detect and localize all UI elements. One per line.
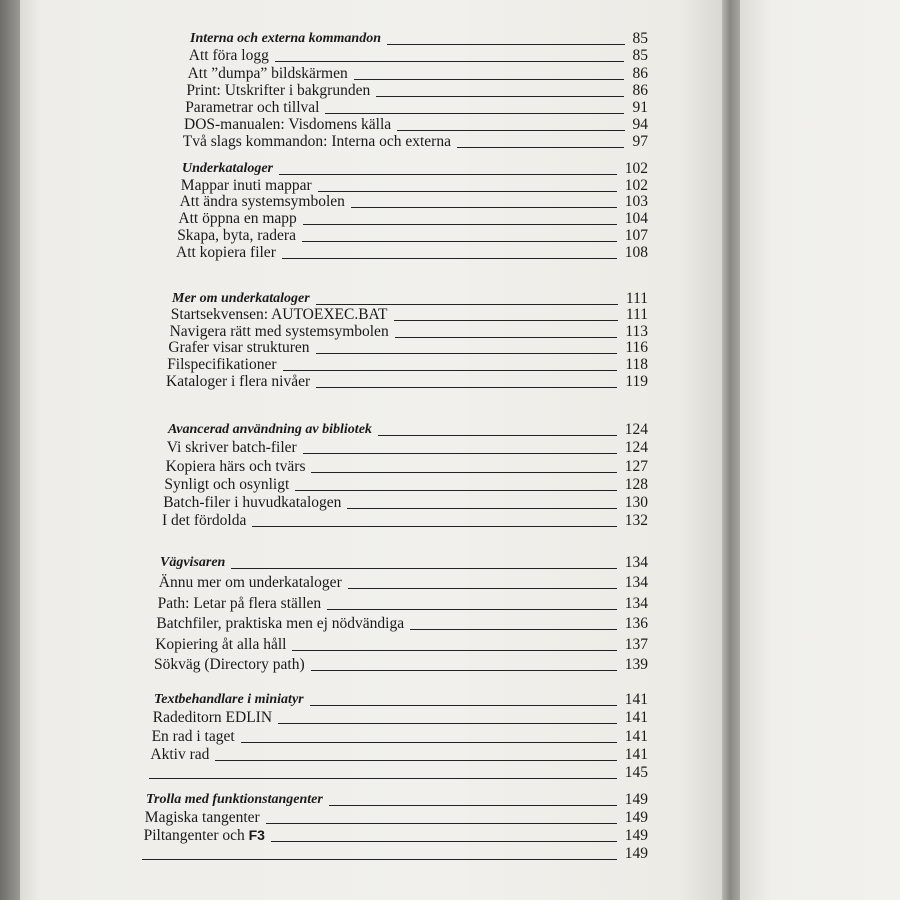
toc-entry-row — [20, 99, 722, 116]
toc-title-text: Skapa, byta, radera — [177, 226, 296, 244]
toc-leader-rule — [241, 742, 617, 743]
toc-entry-title — [171, 306, 388, 323]
toc-page-number: 134 — [624, 574, 648, 591]
toc-entry-row — [20, 456, 722, 474]
toc-leader-rule — [252, 526, 616, 527]
toc-section — [20, 790, 722, 862]
toc-page-number: 108 — [624, 243, 648, 261]
toc-title-text: Path: Letar på flera ställen — [157, 594, 322, 612]
toc-leader-rule — [457, 147, 625, 148]
toc-page-number: 91 — [632, 98, 648, 116]
toc-leader-rule — [395, 337, 618, 338]
toc-page-number: 102 — [624, 159, 648, 177]
toc-entry-row — [20, 826, 722, 844]
toc-entry-title — [180, 193, 345, 210]
background-edge — [0, 0, 20, 900]
toc-entry-row — [20, 438, 722, 456]
toc-title-text: Vi skriver batch-filer — [166, 439, 297, 457]
toc-title-text: Att ”dumpa” bildskärmen — [187, 64, 348, 82]
toc-title-text: I det fördolda — [162, 512, 247, 530]
toc-page-number: 141 — [624, 727, 648, 745]
toc-title-text: Mappar inuti mappar — [180, 176, 312, 194]
toc-entry-row — [20, 373, 722, 390]
toc-title-text: Kopiera härs och tvärs — [165, 457, 306, 475]
toc-leader-rule — [310, 705, 617, 706]
toc-page-number: 134 — [624, 594, 648, 612]
toc-leader-rule — [378, 435, 617, 436]
toc-title-text: En rad i taget — [151, 727, 235, 745]
toc-entry-title — [167, 439, 297, 456]
toc-title-text: Navigera rätt med systemsymbolen — [169, 322, 389, 340]
toc-heading-title — [168, 421, 372, 438]
toc-leader-rule — [303, 453, 617, 454]
toc-heading-row — [20, 550, 722, 571]
toc-entry-row — [20, 844, 722, 862]
toc-leader-rule — [410, 629, 617, 630]
toc-entry-title — [168, 339, 309, 356]
toc-leader-rule — [278, 723, 617, 724]
toc-title-text: Trolla med funktionstangenter — [146, 792, 323, 807]
toc-page-number: 149 — [624, 791, 648, 808]
toc-heading-title — [160, 554, 225, 571]
toc-entry-row — [20, 356, 722, 373]
toc-heading-title — [172, 290, 310, 307]
toc-page-number: 107 — [624, 226, 648, 244]
toc-leader-rule — [282, 258, 617, 259]
toc-page-number: 136 — [624, 615, 648, 632]
toc-heading-title — [190, 30, 381, 47]
toc-title-text: Radeditorn EDLIN — [152, 709, 273, 727]
toc-title-text: Ännu mer om underkataloger — [158, 574, 342, 591]
toc-title-text: Sökväg (Directory path) — [154, 656, 305, 673]
toc-entry-title — [156, 615, 404, 632]
toc-entry-title — [188, 65, 348, 82]
toc-title-text: Att kopiera filer — [176, 243, 276, 261]
left-page — [20, 0, 722, 900]
toc-leader-rule — [275, 61, 625, 62]
toc-entry-row — [20, 708, 722, 726]
toc-page-number: 118 — [625, 355, 648, 373]
toc-title-text: Batch-filer i huvudkatalogen — [163, 493, 342, 511]
toc-section — [20, 550, 722, 673]
toc-leader-rule — [302, 241, 617, 242]
toc-title-text: Två slags kommandon: Interna och externa — [182, 133, 451, 151]
toc-leader-rule — [215, 760, 616, 761]
toc-page-number: 104 — [624, 210, 648, 228]
toc-entry-row — [20, 745, 722, 763]
toc-section — [20, 30, 722, 150]
toc-entry-row — [20, 511, 722, 529]
toc-entry-row — [20, 340, 722, 357]
toc-heading-title — [146, 791, 323, 808]
toc-heading-row — [20, 690, 722, 708]
toc-title-text: Avancerad användning av bibliotek — [168, 422, 372, 438]
toc-entry-row — [20, 194, 722, 211]
toc-entry-row — [20, 82, 722, 99]
toc-section — [20, 420, 722, 529]
toc-entry-row — [20, 244, 722, 261]
toc-entry-row — [20, 133, 722, 150]
toc-leader-rule — [329, 805, 617, 806]
toc-page-number: 139 — [624, 656, 648, 673]
toc-entry-title — [144, 827, 265, 844]
toc-page-number: 127 — [624, 457, 648, 475]
toc-entry-title — [176, 244, 276, 261]
toc-entry-row — [20, 591, 722, 612]
toc-page-number: 145 — [624, 763, 648, 781]
toc-leader-rule — [311, 472, 616, 473]
toc-page-number: 124 — [624, 439, 648, 457]
toc-leader-rule — [347, 508, 616, 509]
toc-title-text: Kataloger i flera nivåer — [166, 372, 311, 390]
toc-leader-rule — [266, 823, 617, 824]
toc-page-number: 137 — [624, 635, 648, 653]
toc-page-number: 141 — [624, 709, 648, 727]
toc-leader-rule — [325, 113, 624, 114]
toc-entry-title — [178, 210, 296, 227]
toc-leader-rule — [318, 191, 617, 192]
toc-page-number: 85 — [632, 30, 648, 48]
toc-leader-rule — [394, 320, 618, 321]
toc-entry-title — [177, 227, 296, 244]
toc-heading-row — [20, 290, 722, 307]
toc-title-text: Vägvisaren — [160, 554, 226, 570]
toc-page-number: 113 — [625, 322, 648, 340]
toc-title-text: Filspecifikationer — [167, 355, 277, 373]
toc-entry-row — [20, 64, 722, 81]
toc-entry-title — [167, 356, 276, 373]
toc-entry-title — [153, 709, 272, 726]
toc-entry-row — [20, 726, 722, 744]
toc-entry-title — [152, 728, 235, 745]
toc-leader-rule — [271, 841, 617, 842]
toc-entry-title — [166, 458, 306, 475]
toc-title-text: Grafer visar strukturen — [168, 339, 310, 357]
toc-leader-rule — [279, 174, 617, 175]
toc-entry-title — [159, 574, 342, 591]
toc-entry-row — [20, 227, 722, 244]
toc-title-text: Parametrar och tillval — [185, 98, 320, 116]
toc-title-text: Synligt och osynligt — [164, 475, 290, 493]
toc-leader-rule — [142, 859, 616, 860]
toc-page-number: 86 — [632, 81, 648, 99]
toc-title-text: Magiska tangenter — [144, 809, 260, 826]
toc-entry-title — [145, 809, 260, 826]
toc-heading-title — [182, 160, 273, 177]
toc-page-number: 116 — [625, 339, 648, 357]
toc-title-text: DOS-manualen: Visdomens källa — [184, 116, 392, 134]
toc-page-number: 141 — [624, 691, 648, 709]
toc-title-text: Piltangenter och — [143, 827, 245, 844]
toc-entry-title — [154, 656, 305, 673]
toc-entry-title — [170, 323, 389, 340]
toc-leader-rule — [351, 207, 617, 208]
toc-page-number: 141 — [624, 745, 648, 763]
toc-title-text: Underkataloger — [182, 160, 273, 176]
toc-leader-rule — [149, 778, 617, 779]
toc-title-text: Mer om underkataloger — [172, 290, 310, 306]
toc-section — [20, 690, 722, 781]
toc-entry-title — [189, 47, 269, 64]
toc-leader-rule — [348, 588, 617, 589]
toc-page-number: 85 — [632, 47, 648, 65]
toc-entry-title — [163, 494, 341, 511]
toc-entry-title — [185, 99, 319, 116]
toc-section — [20, 290, 722, 390]
toc-leader-rule — [303, 224, 617, 225]
toc-page-number: 97 — [632, 133, 648, 151]
toc-entry-title — [183, 133, 451, 150]
toc-page-number: 132 — [624, 512, 648, 530]
toc-entry-title — [158, 595, 322, 612]
toc-heading-row — [20, 160, 722, 177]
toc-entry-row — [20, 632, 722, 653]
toc-leader-rule — [316, 353, 618, 354]
toc-entry-row — [20, 307, 722, 324]
toc-title-text: Startsekvensen: AUTOEXEC.BAT — [170, 306, 388, 324]
toc-heading-title — [154, 691, 304, 708]
toc-entry-row — [20, 177, 722, 194]
toc-entry-row — [20, 475, 722, 493]
toc-leader-rule — [316, 304, 618, 305]
right-page — [740, 0, 900, 900]
toc-page-number: 94 — [632, 116, 648, 134]
toc-leader-rule — [311, 670, 617, 671]
toc-title-text: Batchfiler, praktiska men ej nödvändiga — [156, 615, 405, 632]
toc-leader-rule — [397, 130, 624, 131]
toc-title-text: Textbehandlare i miniatyr — [154, 692, 304, 708]
toc-leader-rule — [354, 79, 625, 80]
toc-entry-row — [20, 763, 722, 781]
toc-page-number: 130 — [624, 493, 648, 511]
toc-section — [20, 160, 722, 261]
toc-leader-rule — [231, 568, 616, 569]
toc-entry-title — [150, 746, 209, 763]
toc-page-number: 103 — [624, 193, 648, 211]
toc-entry-row — [20, 808, 722, 826]
toc-page-number: 111 — [625, 289, 648, 307]
toc-entry-title — [181, 177, 312, 194]
toc-leader-rule — [316, 387, 617, 388]
toc-entry-row — [20, 493, 722, 511]
toc-entry-title — [184, 116, 391, 133]
toc-page-number: 102 — [624, 176, 648, 194]
toc-entry-title — [166, 373, 310, 390]
toc-title-text: Interna och externa kommandon — [190, 31, 381, 47]
toc-leader-rule — [376, 96, 624, 97]
toc-title-text: Kopiering åt alla håll — [155, 635, 287, 653]
toc-heading-row — [20, 30, 722, 47]
toc-entry-title — [162, 512, 246, 529]
toc-page-number: 149 — [624, 845, 648, 862]
toc-entry-row — [20, 653, 722, 674]
toc-title-text: Aktiv rad — [150, 745, 210, 763]
toc-heading-row — [20, 790, 722, 808]
toc-entry-title — [164, 476, 289, 493]
toc-page-number: 86 — [632, 64, 648, 82]
toc-page-number: 111 — [625, 306, 648, 324]
toc-leader-rule — [327, 609, 617, 610]
toc-leader-rule — [292, 650, 616, 651]
toc-entry-row — [20, 323, 722, 340]
toc-entry-row — [20, 571, 722, 592]
toc-page-number: 124 — [624, 421, 648, 439]
book-gutter — [722, 0, 740, 900]
toc-page-number: 149 — [624, 827, 648, 844]
toc-page-number: 119 — [625, 372, 648, 390]
function-key-label: F3 — [248, 827, 265, 843]
toc-entry-row — [20, 116, 722, 133]
toc-leader-rule — [283, 370, 618, 371]
toc-heading-row — [20, 420, 722, 438]
toc-entry-row — [20, 612, 722, 633]
toc-title-text: Att föra logg — [188, 47, 269, 65]
toc-entry-title — [186, 82, 370, 99]
toc-entry-row — [20, 47, 722, 64]
toc-entry-title — [155, 636, 286, 653]
toc-leader-rule — [387, 44, 625, 45]
toc-page-number: 134 — [624, 553, 648, 571]
toc-entry-row — [20, 210, 722, 227]
toc-title-text: Att ändra systemsymbolen — [179, 193, 345, 211]
toc-title-text: Print: Utskrifter i bakgrunden — [186, 81, 371, 99]
toc-page-number: 128 — [624, 475, 648, 493]
toc-leader-rule — [295, 490, 616, 491]
toc-title-text: Att öppna en mapp — [178, 210, 297, 228]
toc-page-number: 149 — [624, 809, 648, 826]
